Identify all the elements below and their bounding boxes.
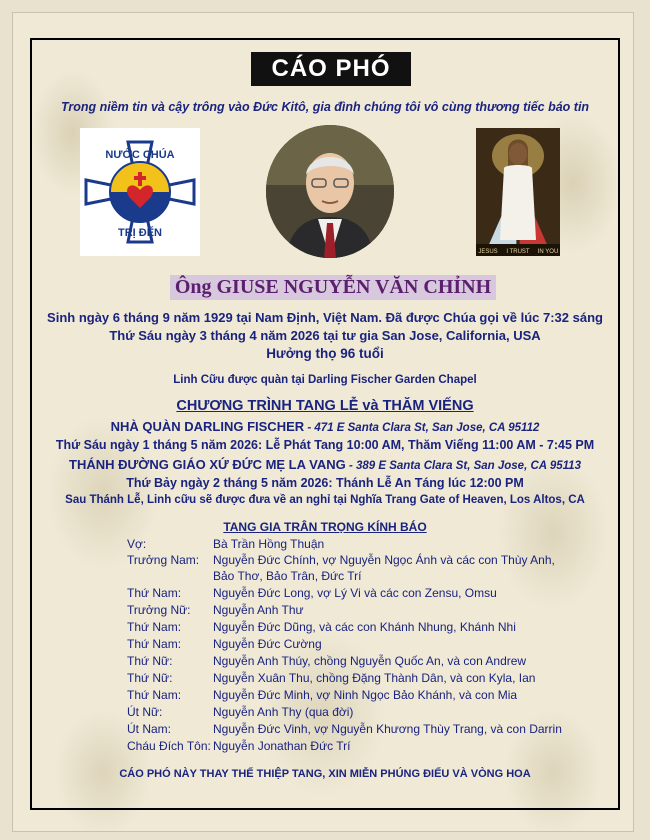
family-role: Thứ Nam: bbox=[127, 637, 182, 651]
church-logo bbox=[80, 128, 200, 256]
birth-info: Sinh ngày 6 tháng 9 năm 1929 tại Nam Định, Việt Nam. Đã được Chúa gọi về lúc 7:32 sáng bbox=[47, 310, 603, 325]
funeral-home-address: - 471 E Santa Clara St, San Jose, CA 95112 bbox=[304, 422, 540, 434]
family-names: Nguyễn Đức Dũng, và các con Khánh Nhung, Khánh Nhi bbox=[213, 620, 516, 634]
family-role: Thứ Nam: bbox=[127, 620, 182, 634]
program-heading: CHƯƠNG TRÌNH TANG LỄ và THĂM VIẾNG bbox=[176, 398, 474, 414]
church-line bbox=[30, 457, 620, 472]
page-title: CÁO PHÓ bbox=[251, 52, 411, 86]
svg-text:TRỊ ĐẾN: TRỊ ĐẾN bbox=[118, 227, 162, 239]
death-info: Thứ Sáu ngày 3 tháng 4 năm 2026 tại tư gia San Jose, California, USA bbox=[109, 328, 541, 343]
saturday-schedule: Thứ Bảy ngày 2 tháng 5 năm 2026: Thánh Lễ An Táng lúc 12:00 PM bbox=[126, 476, 524, 490]
burial-info: Sau Thánh Lễ, Linh cữu sẽ được đưa về an nghỉ tại Nghĩa Trang Gate of Heaven, Los Altos, CA bbox=[65, 494, 585, 506]
family-names: Nguyễn Xuân Thu, chồng Đặng Thành Dân, và con Kyla, Ian bbox=[213, 671, 536, 685]
family-names: Nguyễn Đức Vinh, vợ Nguyễn Khương Thùy Trang, và con Darrin bbox=[213, 722, 562, 736]
family-role: Cháu Đích Tôn: bbox=[127, 739, 211, 753]
family-names: Nguyễn Đức Minh, vợ Ninh Ngọc Bảo Khánh, và con Mia bbox=[213, 688, 518, 702]
funeral-home-line bbox=[30, 419, 620, 434]
divine-mercy-image bbox=[476, 128, 560, 256]
family-names: Nguyễn Jonathan Đức Trí bbox=[213, 739, 351, 753]
family-names: Nguyễn Anh Thúy, chồng Nguyễn Quốc An, và con Andrew bbox=[213, 654, 527, 668]
family-names: Bảo Thơ, Bảo Trân, Đức Trí bbox=[213, 569, 362, 583]
family-role: Trưởng Nam: bbox=[127, 553, 200, 567]
family-names: Nguyễn Đức Long, vợ Lý Vi và các con Zensu, Omsu bbox=[213, 586, 497, 600]
family-heading: TANG GIA TRÂN TRỌNG KÍNH BÁO bbox=[223, 520, 427, 534]
footer-note: CÁO PHÓ NÀY THAY THẾ THIỆP TANG, XIN MIỄN PHÚNG ĐIẾU VÀ VÒNG HOA bbox=[119, 768, 531, 780]
family-names: Nguyễn Đức Chính, vợ Nguyễn Ngọc Ánh và các con Thùy Anh, bbox=[213, 553, 555, 567]
deceased-portrait bbox=[266, 125, 394, 258]
intro-text: Trong niềm tin và cậy trông vào Đức Kitô, gia đình chúng tôi vô cùng thương tiếc báo tin bbox=[60, 100, 590, 114]
svg-text:JESUS: JESUS bbox=[478, 249, 498, 255]
family-role: Vợ: bbox=[127, 537, 147, 551]
svg-text:I TRUST: I TRUST bbox=[506, 249, 530, 255]
family-role: Thứ Nữ: bbox=[127, 671, 173, 685]
deceased-name: Ông GIUSE NGUYỄN VĂN CHỈNH bbox=[170, 275, 496, 300]
svg-text:NƯỚC CHÚA: NƯỚC CHÚA bbox=[105, 149, 175, 161]
family-names: Nguyễn Anh Thư bbox=[213, 603, 304, 617]
funeral-home-name: NHÀ QUÀN DARLING FISCHER bbox=[110, 419, 305, 434]
family-role: Trưởng Nữ: bbox=[127, 603, 191, 617]
family-role: Út Nữ: bbox=[127, 705, 163, 719]
family-names: Nguyễn Đức Cường bbox=[213, 637, 322, 651]
family-role: Thứ Nam: bbox=[127, 688, 182, 702]
viewing-place: Linh Cữu được quàn tại Darling Fischer Garden Chapel bbox=[173, 374, 477, 386]
church-name: THÁNH ĐƯỜNG GIÁO XỨ ĐỨC MẸ LA VANG bbox=[69, 457, 346, 472]
family-names: Nguyễn Anh Thy (qua đời) bbox=[213, 705, 354, 719]
family-role: Út Nam: bbox=[127, 722, 172, 736]
family-role: Thứ Nam: bbox=[127, 586, 182, 600]
family-names: Bà Trần Hồng Thuận bbox=[213, 537, 325, 551]
age-info: Hưởng thọ 96 tuổi bbox=[266, 346, 384, 361]
svg-text:IN YOU: IN YOU bbox=[537, 249, 559, 255]
church-address: - 389 E Santa Clara St, San Jose, CA 95113 bbox=[345, 460, 581, 472]
family-role: Thứ Nữ: bbox=[127, 654, 173, 668]
friday-schedule: Thứ Sáu ngày 1 tháng 5 năm 2026: Lễ Phát Tang 10:00 AM, Thăm Viếng 11:00 AM - 7:45 PM bbox=[55, 438, 595, 452]
